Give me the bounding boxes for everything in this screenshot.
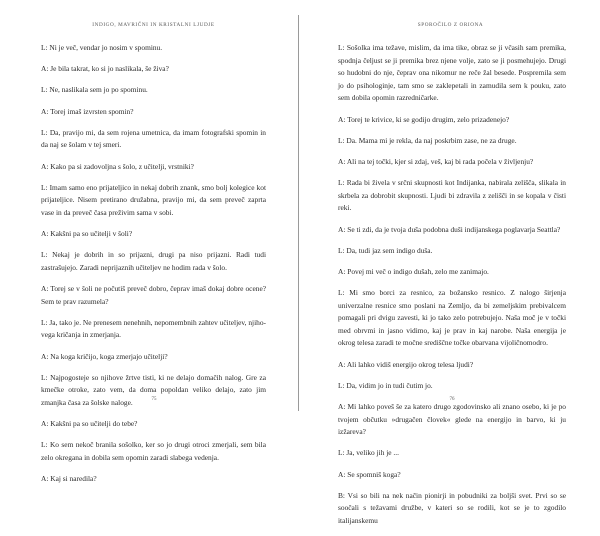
dialogue-paragraph: A: Je bila takrat, ko si jo naslikala, še živa? (41, 64, 169, 74)
dialogue-paragraph: L: Rada bi živela v srčni skupnosti kot Indijanka, nabirala zelišča, slikala in skrbela za dobrobit skupnosti. Ljudi bi zdravila z zelišči in se kopala v čisti reki. (338, 178, 566, 213)
dialogue-paragraph: L: Mi smo borci za resnico, za božansko resnico. Z nalogo širjenja univerzalne resnice smo poslani na Zemljo, da bi zemeljskim prebivalcem pomagali pri dvigu zavesti, ki jo tako zelo potrebujejo. Naša moč je v točki med obrvmi in jasno vidimo, kaj je prav in kaj narobe. Naša energija je okrog telesa zaradi te močne središčne točke obarvana vijoličnomodro. (338, 288, 566, 348)
left-page-body (41, 42, 266, 494)
dialogue-paragraph: B: Vsi so bili na nek način pionirji in pobudniki za boljši svet. Prvi so se soočali s težavami družbe, v kateri so se rodili, kot se je to zgodilo italijanskemu (338, 490, 566, 525)
dialogue-paragraph: L: Ne, naslikala sem jo po spominu. (41, 85, 148, 95)
dialogue-paragraph: L: Da, tudi jaz sem indigo duša. (338, 245, 433, 255)
running-header-right: SPOROČILO Z ORIONA (417, 22, 484, 28)
dialogue-paragraph: A: Torej se v šoli ne počutiš preveč dobro, čeprav imaš dokaj dobre ocene? Sem te prav razumela? (41, 284, 266, 306)
dialogue-paragraph: L: Ja, veliko jih je ... (338, 448, 399, 458)
dialogue-paragraph: L: Da, vidim jo in tudi čutim jo. (338, 380, 433, 390)
dialogue-paragraph: A: Mi lahko poveš še za katero drugo zgodovinsko ali znano osebo, ki je po tvojem občutku »drugačen človek« glede na energijo in barvo, ki ju izžareva? (338, 402, 566, 437)
dialogue-paragraph: L: Imam samo eno prijateljico in nekaj dobrih znank, smo bolj kolegice kot prijateljice. Nisem pretirano družabna, pravijo mi, da sem preveč zaprta vase in da preveč časa preživim sama v sobi. (41, 182, 266, 217)
dialogue-paragraph: A: Kaj si naredila? (41, 474, 97, 484)
dialogue-paragraph: L: Ko sem nekoč branila sošolko, ker so jo drugi otroci zmerjali, sem bila zelo okregana in dobila sem opomin zaradi slabega vedenja. (41, 440, 266, 462)
dialogue-paragraph: A: Povej mi več o indigo dušah, zelo me zanimajo. (338, 266, 489, 276)
dialogue-paragraph: A: Torej imaš izvrsten spomin? (41, 106, 134, 116)
right-page (300, 0, 600, 525)
page-number-right: 76 (449, 397, 455, 402)
dialogue-paragraph: L: Ja, tako je. Ne prenesem nenehnih, nepomembnih zahtev učiteljev, njihovega kričanja in zmerjanja. (41, 317, 266, 340)
dialogue-paragraph: A: Torej te krivice, ki se godijo drugim, zelo prizadenejo? (338, 114, 510, 124)
dialogue-paragraph: L: Najpogosteje so njihove žrtve tisti, ki ne delajo domačih nalog. Gre za kmečke otroke, zato vem, da doma popoldan veliko delajo, zato jim zmanjka časa za šolske naloge. (41, 372, 266, 407)
right-page-body (338, 42, 566, 536)
dialogue-paragraph: A: Na koga kričijo, koga zmerjajo učitelji? (41, 351, 168, 361)
left-page (0, 0, 299, 484)
dialogue-paragraph: A: Kakšni pa so učitelji v šoli? (41, 229, 133, 239)
dialogue-paragraph: L: Nekaj je dobrih in so prijazni, drugi pa niso prijazni. Radi tudi zastrašujejo. Zaradi neprijaznih učiteljev ne hodim rada v šolo. (41, 250, 266, 272)
dialogue-paragraph: A: Se spomniš koga? (338, 469, 401, 479)
page-number-left: 75 (151, 397, 157, 402)
running-header-left: INDIGO, MAVRIČNI IN KRISTALNI LJUDJE (92, 22, 215, 28)
dialogue-paragraph: A: Ali na tej točki, kjer si zdaj, veš, kaj bi rada počela v življenju? (338, 156, 534, 166)
dialogue-paragraph: L: Sošolka ima težave, mislim, da ima tike, obraz se ji včasih sam premika, spodnja čeljust se ji premika brez njene volje, zato se ji posmehujejo. Drugi so hudobni do nje, čeprav ona nikomur ne reče žal besede. Pospremila sem jo do psihologinje, tam smo se zaklepetali in zamudila sem k pouku, zato sem dobila opomin razredničarke. (338, 43, 566, 103)
book-spine-divider (298, 15, 299, 411)
dialogue-paragraph: L: Da, pravijo mi, da sem rojena umetnica, da imam fotografski spomin in da naj se šolam v tej smeri. (41, 127, 266, 150)
dialogue-paragraph: A: Kako pa si zadovoljna s šolo, z učitelji, vrstniki? (41, 161, 194, 171)
dialogue-paragraph: A: Se ti zdi, da je tvoja duša podobna duši indijanskega poglavarja Seattla? (338, 224, 561, 234)
dialogue-paragraph: A: Ali lahko vidiš energijo okrog telesa ljudi? (338, 359, 474, 369)
dialogue-paragraph: L: Ni je več, vendar jo nosim v spominu. (41, 43, 163, 52)
dialogue-paragraph: L: Da. Mama mi je rekla, da naj poskrbim zase, ne za druge. (338, 135, 517, 145)
dialogue-paragraph: A: Kakšni pa so učitelji do tebe? (41, 419, 138, 429)
